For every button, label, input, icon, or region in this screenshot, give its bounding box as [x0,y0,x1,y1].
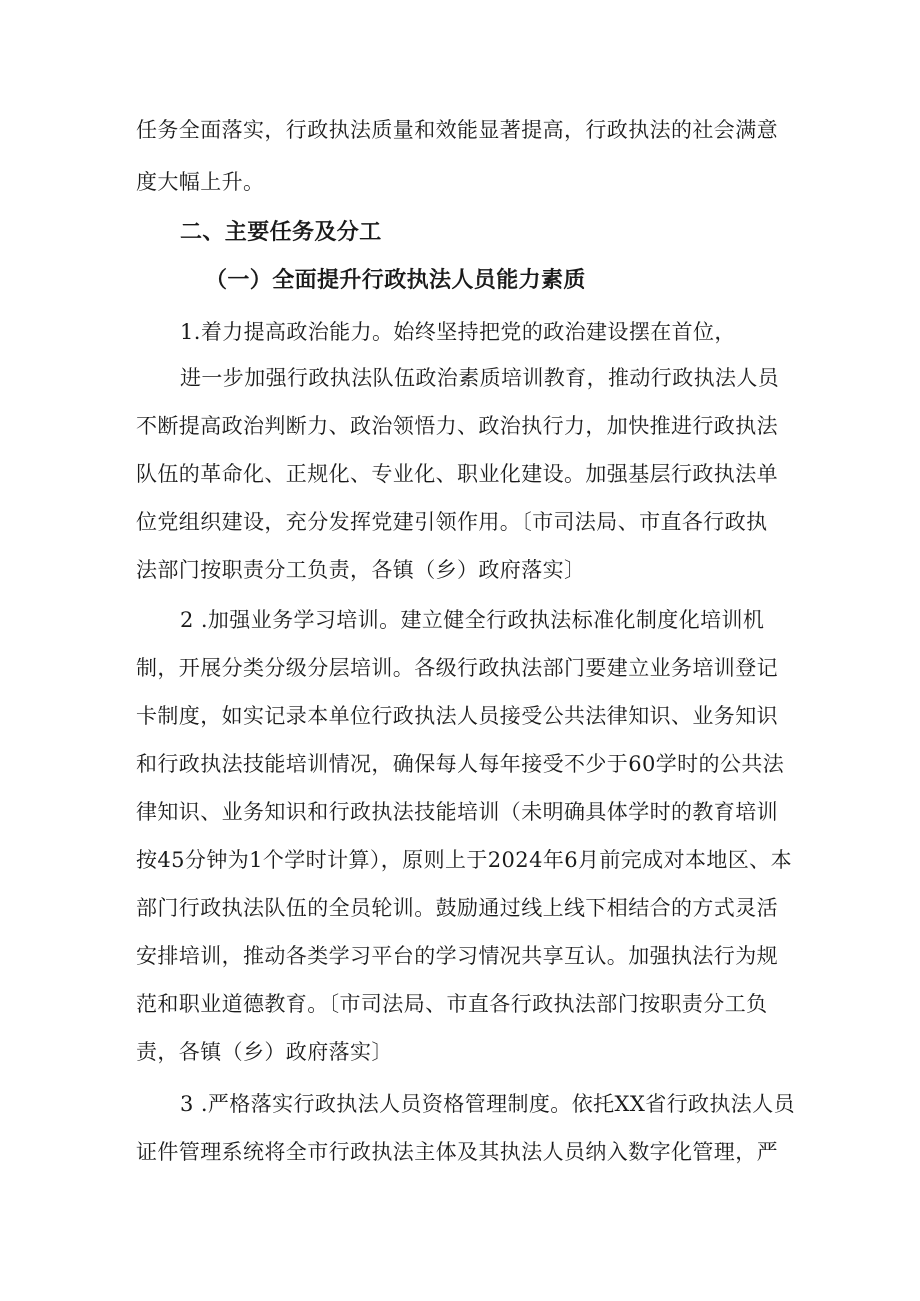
subsection-heading: （一）全面提升行政执法人员能力素质 [205,267,586,293]
paragraph-line: 安排培训，推动各类学习平台的学习情况共享互认。加强执法行为规 [136,944,778,968]
paragraph-line: 制，开展分类分级分层培训。各级行政执法部门要建立业务培训登记 [136,656,778,680]
paragraph-line: 和行政执法技能培训情况，确保每人每年接受不少于60学时的公共法 [136,752,785,776]
paragraph-line: 队伍的革命化、正规化、专业化、职业化建设。加强基层行政执法单 [136,462,778,486]
paragraph-line: 3 .严格落实行政执法人员资格管理制度。依托XX省行政执法人员 [180,1092,796,1116]
paragraph-line: 1.着力提高政治能力。始终坚持把党的政治建设摆在首位， [180,320,736,344]
paragraph-line: 证件管理系统将全市行政执法主体及其执法人员纳入数字化管理，严 [136,1140,778,1164]
paragraph-line: 卡制度，如实记录本单位行政执法人员接受公共法律知识、业务知识 [136,704,778,728]
paragraph-line: 律知识、业务知识和行政执法技能培训（未明确具体学时的教育培训 [136,800,778,824]
paragraph-line: 按45分钟为1个学时计算），原则上于2024年6月前完成对本地区、本 [136,848,792,872]
paragraph-line: 范和职业道德教育。〔市司法局、市直各行政执法部门按职责分工负 [136,992,768,1016]
paragraph-line: 法部门按职责分工负责，各镇（乡）政府落实〕 [136,558,586,582]
section-heading: 二、主要任务及分工 [180,219,382,245]
paragraph-line: 责，各镇（乡）政府落实〕 [136,1040,393,1064]
paragraph-line: 部门行政执法队伍的全员轮训。鼓励通过线上线下相结合的方式灵活 [136,896,778,920]
text-line: 度大幅上升。 [136,170,265,194]
paragraph-line: 不断提高政治判断力、政治领悟力、政治执行力，加快推进行政执法 [136,414,778,438]
paragraph-line: 进一步加强行政执法队伍政治素质培训教育，推动行政执法人员 [180,366,780,390]
text-line: 任务全面落实，行政执法质量和效能显著提高，行政执法的社会满意 [136,118,778,142]
paragraph-line: 2 .加强业务学习培训。建立健全行政执法标准化制度化培训机 [180,608,765,632]
paragraph-line: 位党组织建设，充分发挥党建引领作用。〔市司法局、市直各行政执 [136,510,768,534]
